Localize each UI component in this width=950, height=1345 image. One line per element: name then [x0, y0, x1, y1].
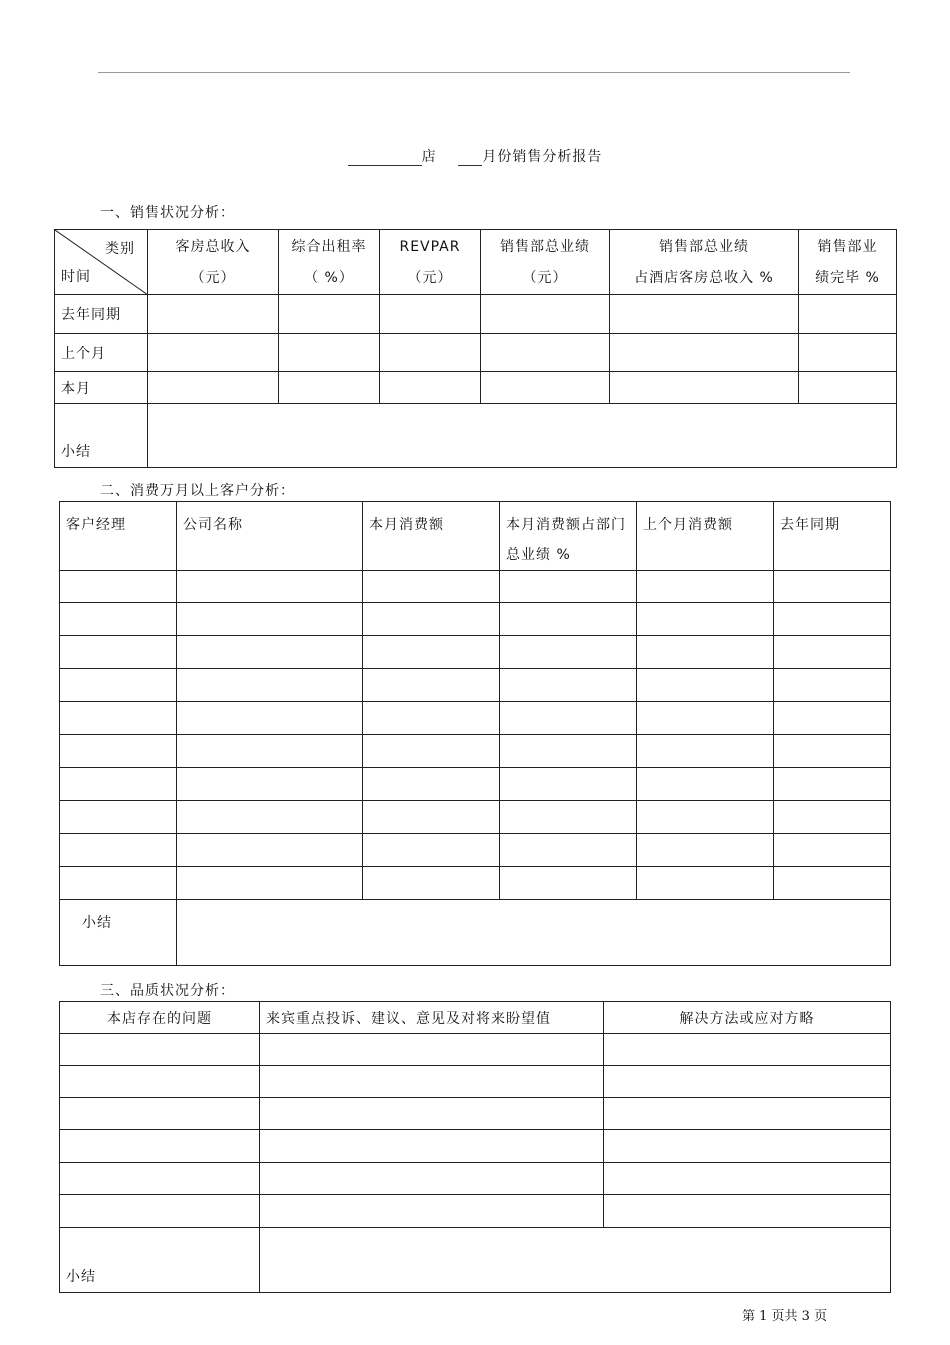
table-cell[interactable]	[60, 735, 177, 768]
column-header-line2: （ %）	[304, 270, 354, 286]
table-cell[interactable]	[604, 1034, 891, 1066]
corner-label-category: 类别	[105, 241, 135, 257]
summary-row	[60, 1228, 891, 1293]
table-cell[interactable]	[363, 702, 500, 735]
column-header: 来宾重点投诉、建议、意见及对将来盼望值	[260, 1002, 604, 1034]
table-cell[interactable]	[774, 669, 891, 702]
column-header-line1: 客房总收入	[175, 239, 251, 255]
table-row	[60, 571, 891, 603]
table-cell[interactable]	[148, 295, 279, 334]
table-cell[interactable]	[500, 801, 637, 834]
table-cell[interactable]	[363, 669, 500, 702]
summary-label: 小结	[55, 404, 148, 468]
table-cell[interactable]	[637, 669, 774, 702]
table-cell[interactable]	[799, 295, 897, 334]
column-header-line1: 综合出租率	[291, 239, 367, 255]
table-header-row	[55, 230, 897, 295]
table-cell[interactable]	[637, 768, 774, 801]
column-header-line2: 绩完毕 %	[815, 270, 880, 286]
table-cell[interactable]	[380, 372, 481, 404]
table-cell[interactable]	[380, 334, 481, 372]
column-header-line2: （元）	[190, 270, 236, 286]
table-cell[interactable]	[500, 669, 637, 702]
table-row	[55, 372, 897, 404]
report-title	[0, 146, 950, 166]
table-cell[interactable]	[500, 636, 637, 669]
table-cell[interactable]	[177, 571, 363, 603]
table-row	[60, 1098, 891, 1130]
table-cell[interactable]	[774, 603, 891, 636]
column-header	[148, 230, 279, 295]
section2-heading: 二、消费万月以上客户分析：	[100, 483, 295, 499]
table-cell[interactable]	[177, 834, 363, 867]
table-cell[interactable]	[363, 801, 500, 834]
summary-row	[55, 404, 897, 468]
column-header	[279, 230, 380, 295]
table-cell[interactable]	[637, 702, 774, 735]
table-cell[interactable]	[177, 735, 363, 768]
table-cell[interactable]	[60, 603, 177, 636]
table-cell[interactable]	[380, 295, 481, 334]
table-cell[interactable]	[774, 571, 891, 603]
table-row	[60, 1066, 891, 1098]
table-cell[interactable]	[610, 334, 799, 372]
column-header-line1: 销售部总业绩	[500, 239, 590, 255]
table-cell[interactable]	[481, 372, 610, 404]
table-row	[60, 702, 891, 735]
table-cell[interactable]	[279, 334, 380, 372]
column-header: 公司名称	[177, 502, 363, 571]
table-cell[interactable]	[260, 1195, 604, 1228]
table-cell[interactable]	[260, 1130, 604, 1163]
store-name-blank[interactable]	[348, 151, 422, 166]
header-rule	[98, 72, 850, 73]
table-row	[60, 1130, 891, 1163]
table-cell[interactable]	[279, 372, 380, 404]
table-cell[interactable]	[774, 636, 891, 669]
summary-label: 小结	[60, 1228, 260, 1293]
table-cell[interactable]	[604, 1066, 891, 1098]
table-row	[60, 768, 891, 801]
table-cell[interactable]	[363, 834, 500, 867]
table-cell[interactable]	[363, 768, 500, 801]
column-header: 本店存在的问题	[60, 1002, 260, 1034]
table-row	[60, 1163, 891, 1195]
table-cell[interactable]	[637, 636, 774, 669]
column-header: 上个月消费额	[637, 502, 774, 571]
table-cell[interactable]	[610, 372, 799, 404]
table-cell[interactable]	[637, 867, 774, 900]
column-header: 本月消费额占部门总业绩 %	[500, 502, 637, 571]
customer-rows	[60, 571, 891, 900]
table-cell[interactable]	[774, 801, 891, 834]
table-cell[interactable]	[774, 735, 891, 768]
table-cell[interactable]	[604, 1098, 891, 1130]
column-header-line1: 销售部总业绩	[659, 239, 749, 255]
summary-cell[interactable]	[177, 900, 891, 966]
table-cell[interactable]	[60, 1034, 260, 1066]
table-row	[60, 801, 891, 834]
table-cell[interactable]	[799, 334, 897, 372]
table-cell[interactable]	[774, 834, 891, 867]
table-cell[interactable]	[60, 1098, 260, 1130]
table-header-row	[60, 1002, 891, 1034]
table-cell[interactable]	[60, 1130, 260, 1163]
table-cell[interactable]	[363, 735, 500, 768]
month-blank[interactable]	[458, 151, 482, 166]
table-cell[interactable]	[60, 636, 177, 669]
table-cell[interactable]	[177, 603, 363, 636]
table-cell[interactable]	[500, 834, 637, 867]
table-row	[55, 334, 897, 372]
table-row	[60, 867, 891, 900]
table-cell[interactable]	[774, 702, 891, 735]
table-cell[interactable]	[604, 1195, 891, 1228]
corner-label-time: 时间	[61, 269, 91, 285]
page-number: 第 1 页共 3 页	[742, 1309, 828, 1324]
table-cell[interactable]	[363, 636, 500, 669]
table-cell[interactable]	[60, 1066, 260, 1098]
table-row	[55, 295, 897, 334]
column-header-line2: 占酒店客房总收入 %	[634, 270, 774, 286]
table-cell[interactable]	[279, 295, 380, 334]
table-cell[interactable]	[799, 372, 897, 404]
quality-status-table	[59, 1001, 891, 1293]
section3-heading: 三、品质状况分析：	[100, 983, 235, 999]
table-cell[interactable]	[604, 1163, 891, 1195]
table-cell[interactable]	[177, 669, 363, 702]
summary-row	[60, 900, 891, 966]
table-cell[interactable]	[60, 768, 177, 801]
table-cell[interactable]	[177, 702, 363, 735]
column-header	[610, 230, 799, 295]
sales-status-table	[54, 229, 897, 468]
table-row	[60, 603, 891, 636]
row-label: 上个月	[55, 334, 148, 372]
table-header-row	[60, 502, 891, 571]
table-row	[60, 1195, 891, 1228]
table-cell[interactable]	[60, 1195, 260, 1228]
table-cell[interactable]	[60, 669, 177, 702]
table-cell[interactable]	[60, 834, 177, 867]
table-cell[interactable]	[481, 295, 610, 334]
column-header: 本月消费额	[363, 502, 500, 571]
summary-cell[interactable]	[148, 404, 897, 468]
table-cell[interactable]	[177, 768, 363, 801]
summary-label: 小结	[60, 900, 177, 966]
section1-heading: 一、销售状况分析：	[100, 205, 235, 221]
table-cell[interactable]	[774, 867, 891, 900]
table-cell[interactable]	[260, 1163, 604, 1195]
table-cell[interactable]	[363, 603, 500, 636]
table-row	[60, 669, 891, 702]
table-cell[interactable]	[60, 867, 177, 900]
column-header: 解决方法或应对方略	[604, 1002, 891, 1034]
table-cell[interactable]	[637, 801, 774, 834]
summary-cell[interactable]	[260, 1228, 891, 1293]
table-cell[interactable]	[604, 1130, 891, 1163]
table-cell[interactable]	[148, 334, 279, 372]
table-cell[interactable]	[177, 867, 363, 900]
column-header-line1: 销售部业	[817, 239, 878, 255]
table-cell[interactable]	[500, 603, 637, 636]
title-month-suffix: 月份销售分析报告	[482, 149, 603, 165]
table-cell[interactable]	[500, 571, 637, 603]
column-header: 客户经理	[60, 502, 177, 571]
table-cell[interactable]	[60, 1163, 260, 1195]
table-cell[interactable]	[637, 603, 774, 636]
row-label: 去年同期	[55, 295, 148, 334]
column-header-line2: （元）	[407, 270, 453, 286]
table-cell[interactable]	[500, 702, 637, 735]
column-header-line1: REVPAR	[399, 239, 461, 255]
table-cell[interactable]	[774, 768, 891, 801]
column-header	[380, 230, 481, 295]
table-row	[60, 1034, 891, 1066]
table-cell[interactable]	[500, 867, 637, 900]
table-cell[interactable]	[610, 295, 799, 334]
column-header-line2: （元）	[522, 270, 568, 286]
table-cell[interactable]	[177, 801, 363, 834]
table-cell[interactable]	[637, 571, 774, 603]
table-cell[interactable]	[637, 834, 774, 867]
title-store-suffix: 店	[421, 149, 437, 165]
top-customer-table	[59, 501, 891, 966]
row-label: 本月	[55, 372, 148, 404]
table-cell[interactable]	[481, 334, 610, 372]
table-cell[interactable]	[177, 636, 363, 669]
table-row	[60, 735, 891, 768]
table-cell[interactable]	[260, 1098, 604, 1130]
quality-rows	[60, 1034, 891, 1228]
corner-header-cell	[55, 230, 148, 295]
table-cell[interactable]	[500, 735, 637, 768]
table-row	[60, 834, 891, 867]
table-row	[60, 636, 891, 669]
column-header	[799, 230, 897, 295]
table-cell[interactable]	[637, 735, 774, 768]
column-header: 去年同期	[774, 502, 891, 571]
table-cell[interactable]	[60, 702, 177, 735]
table-cell[interactable]	[260, 1034, 604, 1066]
column-header	[481, 230, 610, 295]
table-cell[interactable]	[363, 571, 500, 603]
table-cell[interactable]	[363, 867, 500, 900]
table-cell[interactable]	[60, 801, 177, 834]
table-cell[interactable]	[260, 1066, 604, 1098]
table-cell[interactable]	[500, 768, 637, 801]
table-cell[interactable]	[60, 571, 177, 603]
table-cell[interactable]	[148, 372, 279, 404]
